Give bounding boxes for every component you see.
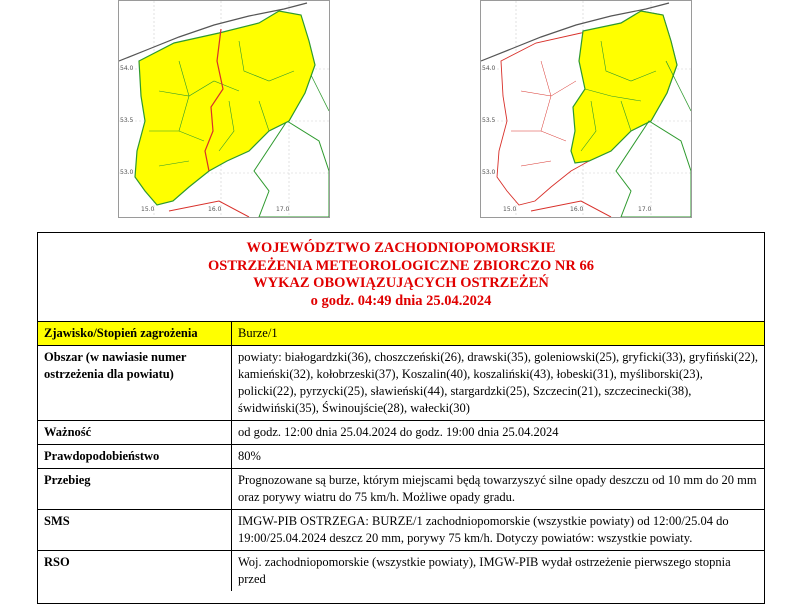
warning-report [37, 232, 765, 604]
map-right-ytick-1: 54.0 [482, 65, 496, 72]
map-right-xtick-2: 16.0 [570, 206, 584, 213]
map-right-svg [481, 1, 691, 217]
warning-map-left [118, 0, 330, 218]
report-title-list: WYKAZ OBOWIĄZUJĄCYCH OSTRZEŻEŃ [253, 275, 549, 291]
row-key: Ważność [38, 421, 232, 445]
row-key: Zjawisko/Stopień zagrożenia [38, 322, 232, 346]
report-title-voivodeship: WOJEWÓDZTWO ZACHODNIOPOMORSKIE [246, 240, 556, 256]
warning-map-right [480, 0, 692, 218]
warning-table [38, 321, 764, 591]
row-key: SMS [38, 510, 232, 551]
row-value: Burze/1 [232, 322, 765, 346]
row-validity [38, 421, 764, 445]
map-left-ytick-1: 54.0 [120, 65, 134, 72]
row-value: IMGW-PIB OSTRZEGA: BURZE/1 zachodniopomorskie (wszystkie powiaty) od 12:00/25.04 do 19:00/25.04.2024 deszcz 20 mm, porywy 75 km/h. Dotyczy powiatów: wszystkie powiaty. [232, 510, 765, 551]
row-key: Przebieg [38, 469, 232, 510]
map-right-ytick-2: 53.5 [482, 117, 496, 124]
map-left-xtick-3: 17.0 [276, 206, 290, 213]
row-value: 80% [232, 445, 765, 469]
map-left-xtick-2: 16.0 [208, 206, 222, 213]
row-key: Prawdopodobieństwo [38, 445, 232, 469]
voivodeship-shape-right [571, 11, 677, 163]
row-area [38, 346, 764, 421]
map-left-ytick-3: 53.0 [120, 169, 134, 176]
row-course [38, 469, 764, 510]
map-right-ytick-3: 53.0 [482, 169, 496, 176]
map-left-ytick-2: 53.5 [120, 117, 134, 124]
map-right-xtick-3: 17.0 [638, 206, 652, 213]
map-right-xtick-1: 15.0 [503, 206, 517, 213]
row-probability [38, 445, 764, 469]
row-sms [38, 510, 764, 551]
row-key: RSO [38, 551, 232, 592]
row-phenomenon [38, 322, 764, 346]
row-value: Prognozowane są burze, którym miejscami będą towarzyszyć silne opady deszczu od 10 mm do 20 mm oraz porywy wiatru do 75 km/h. Możliwe opady gradu. [232, 469, 765, 510]
row-value: od godz. 12:00 dnia 25.04.2024 do godz. 19:00 dnia 25.04.2024 [232, 421, 765, 445]
row-key: Obszar (w nawiasie numer ostrzeżenia dla powiatu) [38, 346, 232, 421]
map-left-xtick-1: 15.0 [141, 206, 155, 213]
report-header [38, 233, 764, 321]
report-title-warnings: OSTRZEŻENIA METEOROLOGICZNE ZBIORCZO NR 66 [208, 257, 594, 274]
warning-maps [0, 0, 800, 232]
map-left-svg [119, 1, 329, 217]
report-title-time: o godz. 04:49 dnia 25.04.2024 [310, 292, 492, 309]
voivodeship-shape-left [135, 11, 315, 205]
row-value: powiaty: białogardzki(36), choszczeński(26), drawski(35), goleniowski(25), gryficki(33), gryfiński(22), kamieński(32), kołobrzeski(37), Koszalin(40), koszaliński(43), łobeski(31), myśliborski(23), policki(22), pyrzycki(25), sławieński(44), stargardzki(25), Szczecin(21), szczecinecki(38), świdwiński(35), Świnoujście(28), wałecki(30) [232, 346, 765, 421]
row-rso [38, 551, 764, 592]
row-value: Woj. zachodniopomorskie (wszystkie powiaty), IMGW-PIB wydał ostrzeżenie pierwszego stopnia przed [232, 551, 765, 592]
